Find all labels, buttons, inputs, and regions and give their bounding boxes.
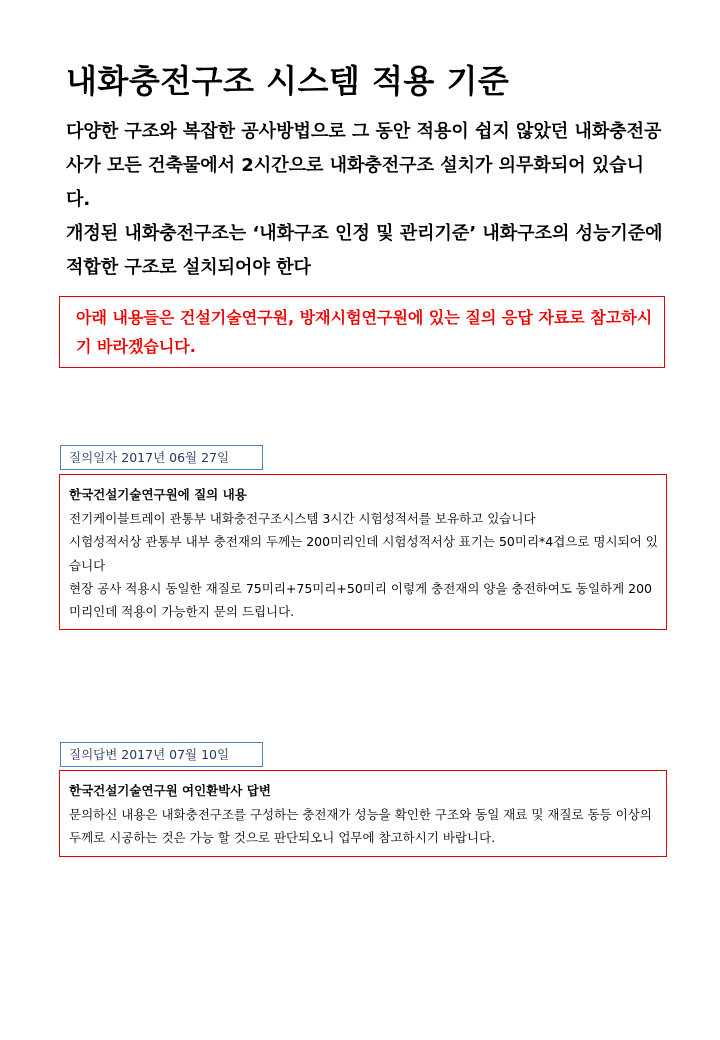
intro-text (66, 115, 666, 285)
notice-text: 아래 내용들은 건설기술연구원, 방재시험연구원에 있는 질의 응답 자료로 참고하시기 바라겠습니다. (76, 308, 653, 356)
intro-paragraph-2: 개정된 내화충전구조는 ‘내화구조 인정 및 관리기준’ 내화구조의 성능기준에 적합한 구조로 설치되어야 한다 (66, 223, 663, 278)
answer-date-label: 질의답변 2017년 07월 10일 (60, 742, 263, 767)
question-line-2: 시험성적서상 관통부 내부 충전재의 두께는 200미리인데 시험성적서상 표기는 50미리*4겹으로 명시되어 있습니다 (69, 534, 658, 573)
question-body (69, 507, 658, 623)
answer-box (59, 770, 667, 857)
question-date-label: 질의일자 2017년 06월 27일 (60, 445, 263, 470)
answer-body (69, 803, 658, 850)
answer-heading: 한국건설기술연구원 여인환박사 답변 (69, 783, 271, 798)
question-box (59, 474, 667, 630)
question-heading: 한국건설기술연구원에 질의 내용 (69, 487, 247, 502)
question-line-3: 현장 공사 적용시 동일한 재질로 75미리+75미리+50미리 이렇게 충전재의 양을 충전하여도 동일하게 200미리인데 적용이 가능한지 문의 드립니다. (69, 580, 653, 620)
page-title: 내화충전구조 시스템 적용 기준 (66, 62, 510, 100)
notice-box (59, 296, 665, 368)
answer-line-1: 문의하신 내용은 내화충전구조를 구성하는 충전재가 성능을 확인한 구조와 동일 재료 및 재질로 동등 이상의 두께로 시공하는 것은 가능 할 것으로 판단되오니 업무에 참고하시기 바랍니다. (69, 807, 652, 846)
question-line-1: 전기케이블트레이 관통부 내화충전구조시스템 3시간 시험성적서를 보유하고 있습니다 (69, 511, 536, 526)
intro-paragraph-1: 다양한 구조와 복잡한 공사방법으로 그 동안 적용이 쉽지 않았던 내화충전공사가 모든 건축물에서 2시간으로 내화충전구조 설치가 의무화되어 있습니다. (66, 121, 662, 210)
